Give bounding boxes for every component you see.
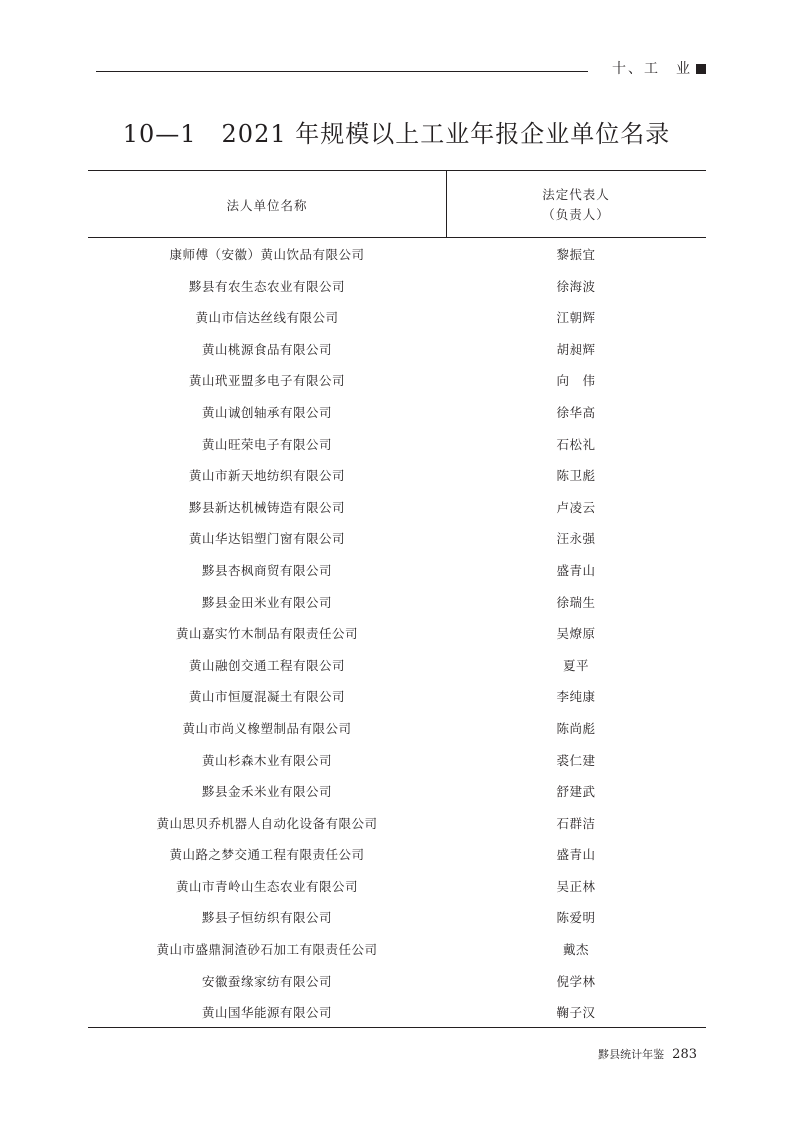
table-row (88, 870, 706, 902)
company-name-cell: 黟县子恒纺织有限公司 (201, 910, 332, 926)
company-name-cell: 黄山路之梦交通工程有限责任公司 (169, 847, 365, 863)
table-row (88, 617, 706, 649)
company-name-cell: 黄山思贝乔机器人自动化设备有限公司 (156, 815, 378, 831)
company-name-cell: 康师傅（安徽）黄山饮品有限公司 (169, 247, 365, 262)
table-row (88, 301, 706, 333)
table-row (88, 396, 706, 428)
table-row (88, 428, 706, 460)
table-row (88, 965, 706, 997)
section-label-text: 十、工 业 (612, 61, 692, 77)
table-row (88, 933, 706, 965)
table-row (88, 807, 706, 839)
column-header-rep (446, 185, 706, 225)
table-row (88, 680, 706, 712)
legal-representative-cell: 胡昶辉 (556, 341, 596, 357)
legal-representative-cell: 陈爱明 (556, 910, 596, 926)
company-name-cell: 黄山市信达丝线有限公司 (195, 310, 339, 326)
table-row (88, 491, 706, 523)
legal-representative-cell: 倪学林 (556, 973, 596, 989)
table-row (88, 744, 706, 776)
legal-representative-cell: 徐瑞生 (556, 594, 596, 610)
table-row (88, 586, 706, 618)
company-name-cell: 黟县金禾米业有限公司 (201, 784, 332, 800)
company-name-cell: 黄山融创交通工程有限公司 (188, 657, 345, 673)
column-header-rep-line2: （负责人） (542, 207, 610, 222)
legal-representative-cell: 夏平 (562, 657, 589, 673)
legal-representative-cell: 裘仁建 (556, 752, 596, 768)
legal-representative-cell: 吴燎原 (556, 626, 596, 642)
company-name-cell: 黄山市盛鼎洞渣砂石加工有限责任公司 (156, 942, 378, 958)
table-row (88, 775, 706, 807)
legal-representative-cell: 吴正林 (556, 878, 596, 894)
legal-representative-cell: 徐华高 (556, 404, 596, 420)
table-row (88, 333, 706, 365)
page-footer (598, 1046, 697, 1062)
legal-representative-cell: 石松礼 (556, 436, 596, 452)
table-row (88, 554, 706, 586)
company-name-cell: 黄山杉森木业有限公司 (201, 752, 332, 768)
company-name-cell: 黄山嘉实竹木制品有限责任公司 (175, 626, 358, 642)
legal-representative-cell: 汪永强 (556, 531, 596, 547)
company-name-cell: 黄山玳亚盟多电子有限公司 (188, 373, 345, 389)
company-name-cell: 黟县杏枫商贸有限公司 (201, 562, 332, 578)
table-row (88, 364, 706, 396)
company-name-cell: 黟县金田米业有限公司 (201, 594, 332, 610)
company-name-cell: 安徽蚕缘家纺有限公司 (201, 973, 332, 989)
table-row (88, 522, 706, 554)
legal-representative-cell: 舒建武 (556, 784, 596, 800)
legal-representative-cell: 徐海波 (556, 278, 596, 294)
legal-representative-cell: 向 伟 (556, 373, 596, 389)
company-name-cell: 黄山桃源食品有限公司 (201, 341, 332, 357)
column-header-name: 法人单位名称 (226, 198, 308, 213)
company-name-cell: 黄山市尚义橡塑制品有限公司 (182, 720, 352, 736)
page-title: 10—1 2021 年规模以上工业年报企业单位名录 (122, 120, 671, 148)
table-row (88, 270, 706, 302)
section-label (612, 58, 712, 78)
legal-representative-cell: 陈尚彪 (556, 720, 596, 736)
legal-representative-cell: 黎振宜 (556, 247, 596, 262)
table-body (88, 238, 706, 1028)
table-row (88, 901, 706, 933)
company-name-cell: 黄山市青岭山生态农业有限公司 (175, 878, 358, 894)
company-name-cell: 黄山市新天地纺织有限公司 (188, 468, 345, 484)
legal-representative-cell: 陈卫彪 (556, 468, 596, 484)
legal-representative-cell: 盛青山 (556, 562, 596, 578)
section-square-icon (696, 64, 706, 74)
company-name-cell: 黟县有农生态农业有限公司 (188, 278, 345, 294)
legal-representative-cell: 盛青山 (556, 847, 596, 863)
legal-representative-cell: 鞠子汉 (556, 1005, 596, 1021)
legal-representative-cell: 卢凌云 (556, 499, 596, 515)
column-header-rep-line1: 法定代表人 (542, 187, 610, 202)
table-row (88, 459, 706, 491)
company-name-cell: 黄山华达铝塑门窗有限公司 (188, 531, 345, 547)
table-row (88, 238, 706, 270)
company-name-cell: 黄山诚创轴承有限公司 (201, 404, 332, 420)
table-row (88, 996, 706, 1028)
table-row (88, 712, 706, 744)
table-bottom-rule (88, 1027, 706, 1028)
table-row (88, 649, 706, 681)
company-name-cell: 黄山市恒厦混凝土有限公司 (188, 689, 345, 705)
legal-representative-cell: 戴杰 (562, 942, 589, 958)
page-number: 283 (672, 1047, 697, 1062)
header-rule (96, 71, 588, 72)
company-name-cell: 黄山旺荣电子有限公司 (201, 436, 332, 452)
company-name-cell: 黄山国华能源有限公司 (201, 1005, 332, 1021)
legal-representative-cell: 江朝辉 (556, 310, 596, 326)
company-name-cell: 黟县新达机械铸造有限公司 (188, 499, 345, 515)
legal-representative-cell: 石群洁 (556, 815, 596, 831)
table-row (88, 838, 706, 870)
book-title: 黟县统计年鉴 (598, 1048, 665, 1061)
table-top-rule (88, 170, 706, 171)
legal-representative-cell: 李纯康 (556, 689, 596, 705)
